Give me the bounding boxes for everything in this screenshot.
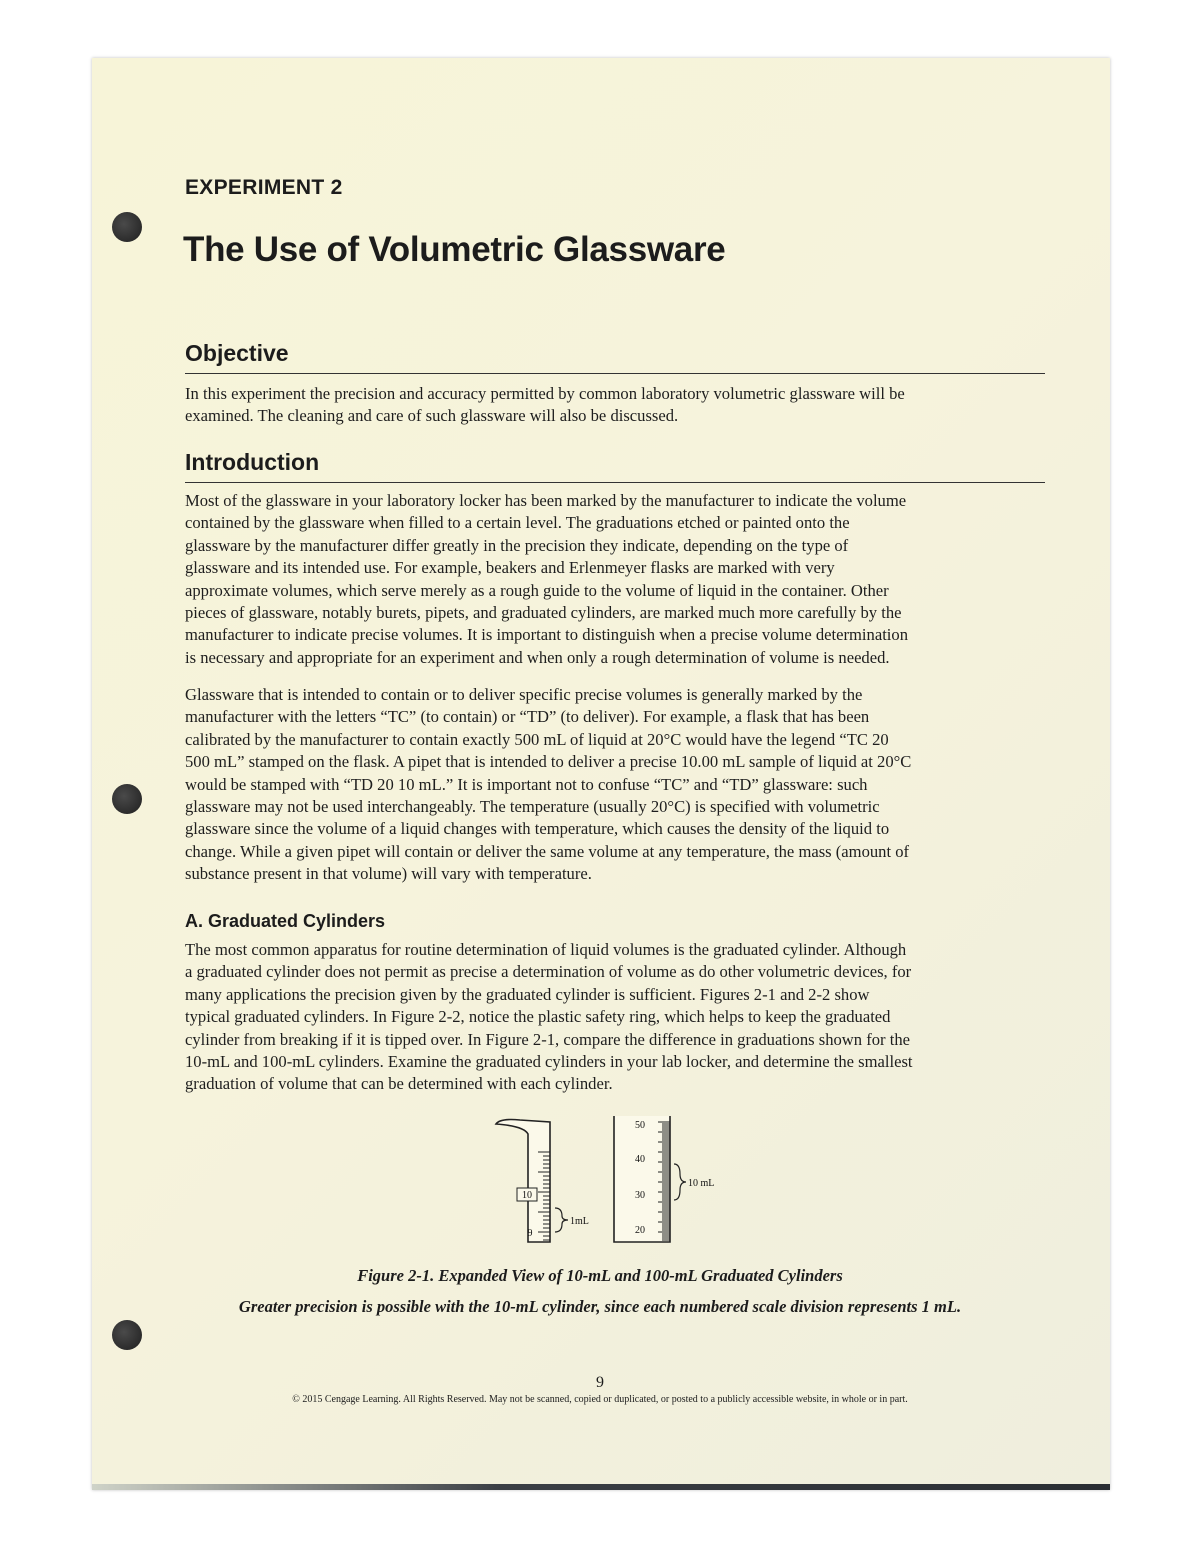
text-line: Glassware that is intended to contain or to deliver specific precise volumes is generally marked by the (185, 685, 863, 704)
page-number: 9 (596, 1374, 604, 1391)
small-label-9: 9 (527, 1228, 533, 1239)
text-line: glassware may not be used interchangeably. The temperature (usually 20°C) is specified with volumetric (185, 797, 880, 817)
text-line: glassware and its intended use. For example, beakers and Erlenmeyer flasks are marked with very (185, 558, 835, 578)
introduction-paragraph-1 (185, 490, 1045, 669)
punch-hole (112, 212, 142, 242)
section-divider (185, 482, 1045, 483)
text-line: calibrated by the manufacturer to contain exactly 500 mL of liquid at 20°C would have the legend “TC 20 (185, 729, 889, 749)
text-line: glassware by the manufacturer differ greatly in the precision they indicate, depending on the type of (185, 535, 849, 555)
copyright-notice: © 2015 Cengage Learning. All Rights Reserved. May not be scanned, copied or duplicated, or posted to a publicly accessible website, in whole or in part. (292, 1394, 908, 1405)
subsection-heading: A. Graduated Cylinders (185, 911, 386, 931)
small-label-10: 10 (522, 1190, 532, 1201)
small-bracket-label: 1mL (570, 1216, 589, 1227)
text-line: manufacturer with the letters “TC” (to contain) or “TD” (to deliver). For example, a flask that has been (185, 707, 870, 727)
large-label-40: 40 (635, 1154, 645, 1165)
figure-note: Greater precision is possible with the 10-mL cylinder, since each numbered scale division represents 1 mL. (238, 1297, 962, 1316)
text-line: pieces of glassware, notably burets, pipets, and graduated cylinders, are marked much more carefully by the (185, 603, 902, 623)
large-cylinder (614, 1116, 670, 1242)
small-bracket (555, 1208, 568, 1232)
text-line: is necessary and appropriate for an experiment and when only a rough determination of volume is needed. (185, 647, 890, 667)
text-line: graduation of volume that can be determined with each cylinder. (185, 1074, 613, 1094)
text-line: glassware since the volume of a liquid changes with temperature, which causes the density of the liquid to (185, 819, 890, 839)
large-bracket (674, 1164, 686, 1200)
text-line: a graduated cylinder does not permit as precise a determination of volume as do other volumetric devices, for (185, 962, 912, 982)
text-line: would be stamped with “TD 20 10 mL.” It is important not to confuse “TC” and “TD” glassware: such (185, 774, 868, 794)
introduction-paragraph-2 (185, 684, 1045, 886)
text-line: examined. The cleaning and care of such glassware will also be discussed. (185, 406, 679, 426)
objective-paragraph (185, 383, 1045, 428)
text-line: manufacturer to indicate precise volumes. It is important to distinguish when a precise volume determination (185, 625, 909, 645)
text-line: substance present in that volume) will vary with temperature. (185, 864, 592, 884)
text-line: 10-mL and 100-mL cylinders. Examine the graduated cylinders in your lab locker, and determine the smallest (185, 1052, 913, 1072)
text-line: typical graduated cylinders. In Figure 2-2, notice the plastic safety ring, which helps to keep the graduated (185, 1007, 891, 1027)
text-line: many applications the precision given by the graduated cylinder is sufficient. Figures 2-1 and 2-2 show (185, 984, 870, 1004)
large-label-50: 50 (635, 1120, 645, 1131)
objective-heading: Objective (185, 340, 289, 366)
figure-caption: Figure 2-1. Expanded View of 10-mL and 100-mL Graduated Cylinders (357, 1266, 843, 1285)
text-line: change. While a given pipet will contain or deliver the same volume at any temperature, the mass (amount of (185, 841, 910, 861)
text-line: approximate volumes, which serve merely as a rough guide to the volume of liquid in the container. Other (185, 580, 889, 600)
experiment-label: EXPERIMENT 2 (185, 176, 343, 199)
text-line: 500 mL” stamped on the flask. A pipet that is intended to deliver a precise 10.00 mL sample of liquid at 20°C (185, 752, 912, 772)
large-label-30: 30 (635, 1190, 645, 1201)
text-line: The most common apparatus for routine determination of liquid volumes is the graduated cylinder. Although (185, 940, 907, 959)
graduated-cylinders-figure (490, 1112, 750, 1252)
punch-hole (112, 784, 142, 814)
page-title: The Use of Volumetric Glassware (183, 230, 726, 269)
text-line: In this experiment the precision and accuracy permitted by common laboratory volumetric glassware will be (185, 384, 905, 403)
text-line: contained by the glassware when filled to a certain level. The graduations etched or painted onto the (185, 513, 850, 533)
small-cylinder (496, 1120, 550, 1243)
graduated-cylinders-paragraph (185, 939, 1045, 1096)
large-label-20: 20 (635, 1225, 645, 1236)
text-line: Most of the glassware in your laboratory locker has been marked by the manufacturer to indicate the volume (185, 491, 907, 510)
paper-bottom-edge (92, 1484, 1110, 1490)
text-line: cylinder from breaking if it is tipped over. In Figure 2-1, compare the difference in graduations shown for the (185, 1029, 910, 1049)
punch-hole (112, 1320, 142, 1350)
introduction-heading: Introduction (185, 449, 320, 475)
section-divider (185, 373, 1045, 374)
large-bracket-label: 10 mL (688, 1178, 715, 1189)
